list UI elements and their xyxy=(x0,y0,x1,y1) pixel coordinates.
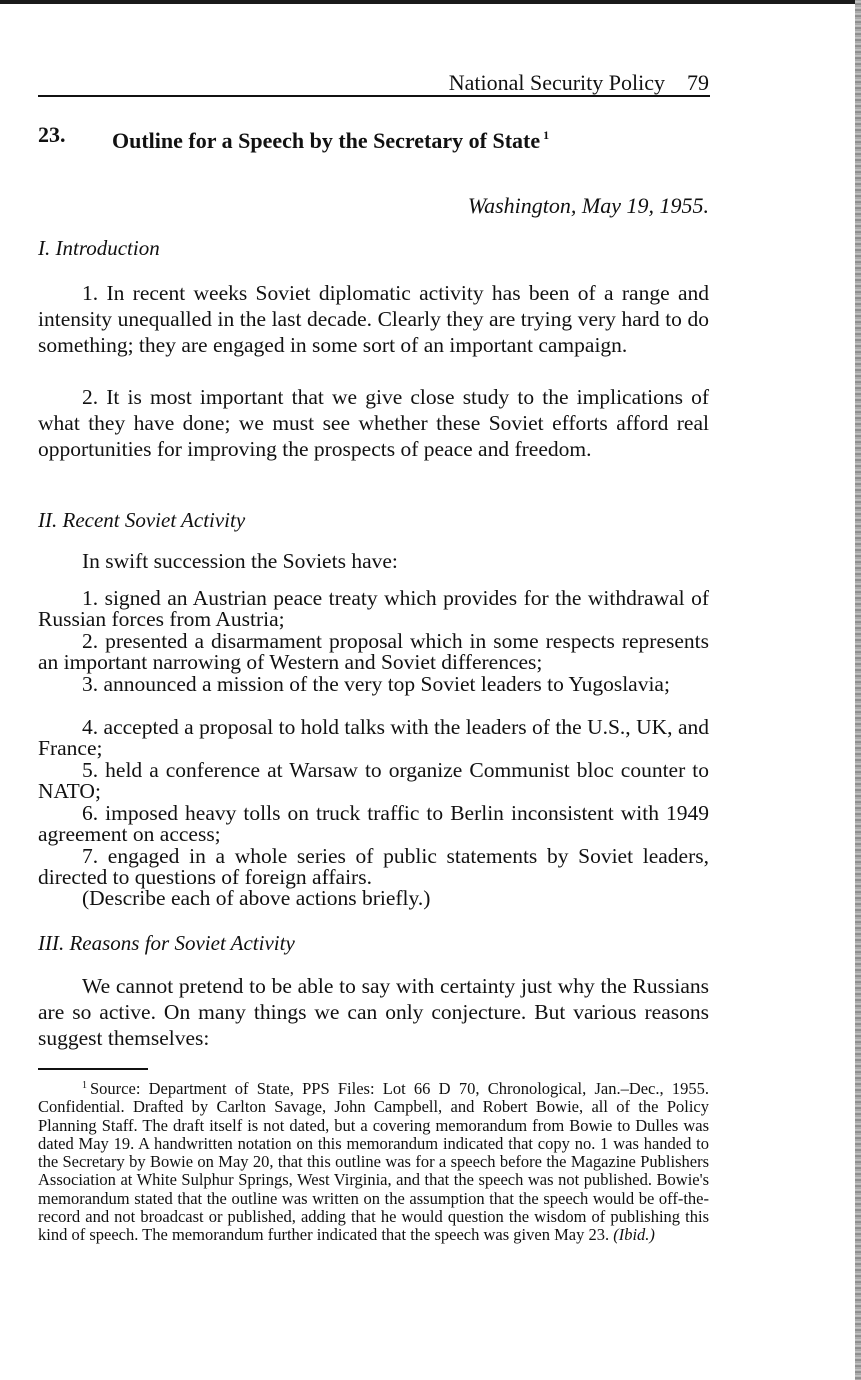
activity-item-4: 4. accepted a proposal to hold talks with the leaders of the U.S., UK, and France; xyxy=(38,715,709,760)
recent-activity-lead: In swift succession the Soviets have: xyxy=(82,549,398,573)
footnote-ibid: (Ibid.) xyxy=(613,1225,655,1245)
section-heading-introduction: I. Introduction xyxy=(38,236,160,260)
introduction-paragraph-2: 2. It is most important that we give close study to the implications of what they have done; we must see whether these Soviet efforts afford real opportunities for improving the prospects of peace and freedom. xyxy=(38,385,709,461)
section-heading-reasons: III. Reasons for Soviet Activity xyxy=(38,931,295,955)
running-title: National Security Policy xyxy=(448,70,665,95)
document-title-block xyxy=(112,121,549,155)
footnote-marker: 1 xyxy=(82,1080,87,1091)
footnote-text: Source: Department of State, PPS Files: Lot 66 D 70, Chronological, Jan.–Dec., 1955. Confidential. Drafted by Carlton Savage, John Campbell, and Robert Bowie, all of the Policy Planning Staff. The draft itself is not dated, but a covering memorandum from Bowie to Dulles was dated May 19. A handwritten notation on this memorandum indicated that copy no. 1 was handed to the Secretary by Bowie on May 20, that this outline was for a speech before the Magazine Publishers Association at White Sulphur Springs, West Virginia, and that the speech was not published. Bowie's memorandum stated that the outline was written on the assumption that the speech would be off-the-record and not broadcast or published, adding that he would question the wisdom of publishing this kind of speech. The memorandum further indicated that the speech was given May 23. xyxy=(38,1079,709,1245)
document-number: 23. xyxy=(38,122,66,147)
activity-item-6: 6. imposed heavy tolls on truck traffic to Berlin inconsistent with 1949 agreement on access; xyxy=(38,801,709,846)
footnote-rule xyxy=(38,1068,148,1070)
activity-note: (Describe each of above actions briefly.) xyxy=(82,886,431,910)
document-title: Outline for a Speech by the Secretary of State xyxy=(112,128,541,153)
section-heading-recent-activity: II. Recent Soviet Activity xyxy=(38,508,246,532)
reasons-paragraph: We cannot pretend to be able to say with certainty just why the Russians are so active. On many things we can only conjecture. But various reasons suggest themselves: xyxy=(38,974,709,1050)
activity-item-5: 5. held a conference at Warsaw to organize Communist bloc counter to NATO; xyxy=(38,758,709,803)
activity-item-7: 7. engaged in a whole series of public statements by Soviet leaders, directed to questions of foreign affairs. xyxy=(38,844,709,889)
header-rule xyxy=(38,95,710,97)
footnote xyxy=(38,1077,709,1245)
place-date-line: Washington, May 19, 1955. xyxy=(467,193,709,218)
page-number: 79 xyxy=(687,70,709,95)
footnote-reference: 1 xyxy=(543,128,550,142)
page-binding-edge xyxy=(855,0,861,1380)
activity-item-2: 2. presented a disarmament proposal which in some respects represents an important narrowing of Western and Soviet differences; xyxy=(38,629,709,674)
activity-item-1: 1. signed an Austrian peace treaty which provides for the withdrawal of Russian forces from Austria; xyxy=(38,586,709,631)
activity-item-3: 3. announced a mission of the very top Soviet leaders to Yugoslavia; xyxy=(82,672,670,696)
introduction-paragraph-1: 1. In recent weeks Soviet diplomatic activity has been of a range and intensity unequalled in the last decade. Clearly they are trying very hard to do something; they are engaged in some sort of an important campaign. xyxy=(38,281,709,357)
page-top-edge xyxy=(0,0,861,4)
running-header xyxy=(38,70,709,96)
